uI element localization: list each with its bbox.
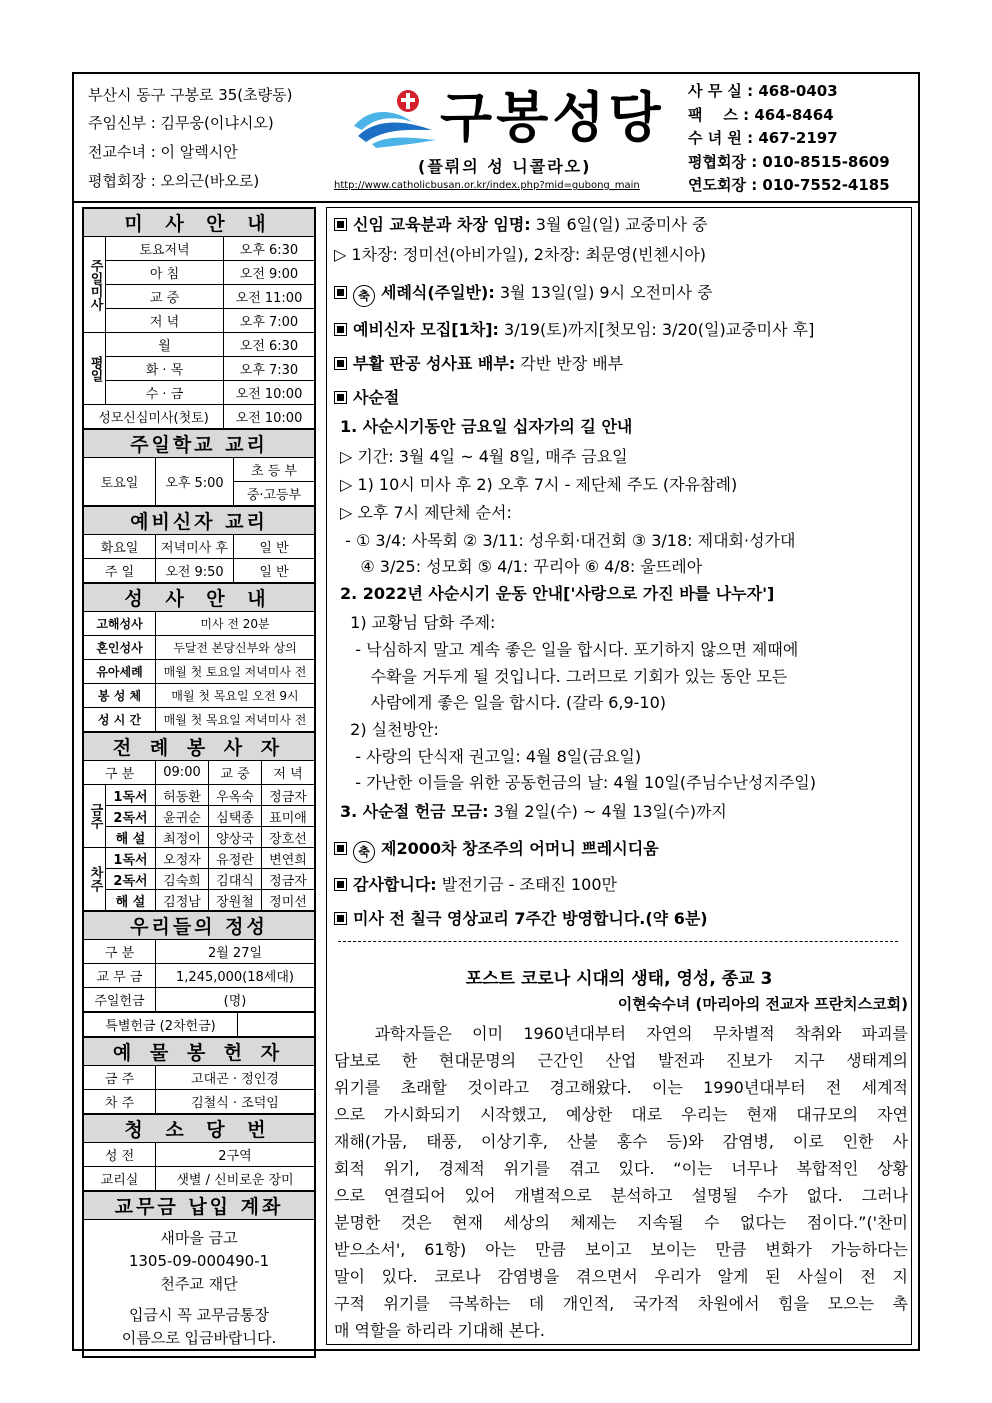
checkbox-bullet-icon bbox=[334, 912, 347, 925]
notice-catechumen-recruit: 예비신자 모집[1차]: 3/19(토)까지[첫모임: 3/20(일)교중미사 후] bbox=[334, 319, 814, 341]
notice-education-appointment: 신임 교육분과 차장 임명: 3월 6일(일) 교중미사 중 bbox=[334, 214, 708, 236]
contact-convent: 수 녀 원 : 467-2197 bbox=[688, 129, 838, 147]
table-cell: 월 bbox=[106, 333, 224, 357]
lent-stations-title: 1. 사순시기동안 금요일 십자가의 길 안내 bbox=[340, 417, 633, 436]
parish-subtitle: (플뤼의 성 니콜라오) bbox=[418, 157, 592, 176]
catechumen-heading: 예비신자 교리 bbox=[84, 507, 315, 535]
table-cell: 허동환 bbox=[156, 785, 209, 806]
table-cell bbox=[238, 1013, 315, 1037]
table-cell: 김정남 bbox=[156, 890, 209, 911]
lent-stations-line: ▷ 1) 10시 미사 후 2) 오후 7시 - 제단체 주도 (자유참례) bbox=[340, 475, 738, 494]
parish-logo-icon bbox=[352, 86, 438, 148]
checkbox-bullet-icon bbox=[334, 878, 347, 891]
table-cell: 교리실 bbox=[84, 1167, 156, 1191]
table-cell: 샛별 / 신비로운 장미 bbox=[156, 1167, 315, 1191]
table-cell: 장호선 bbox=[262, 827, 315, 848]
table-cell: 오전 11:00 bbox=[224, 285, 315, 309]
table-cell: 최정이 bbox=[156, 827, 209, 848]
table-cell: 매월 첫 목요일 오전 9시 bbox=[156, 684, 315, 708]
table-cell: 화요일 bbox=[84, 535, 156, 559]
table-cell: 윤귀순 bbox=[156, 806, 209, 827]
parish-url-link[interactable]: http://www.catholicbusan.or.kr/index.php?mid=gubong_main bbox=[334, 180, 640, 191]
sacrament-heading: 성 사 안 내 bbox=[84, 584, 315, 612]
checkbox-bullet-icon bbox=[334, 286, 347, 299]
table-cell: 변연희 bbox=[262, 848, 315, 869]
table-cell: 봉 성 체 bbox=[84, 684, 156, 708]
mass-heading: 미 사 안 내 bbox=[84, 209, 315, 237]
sunday-school-table bbox=[83, 429, 315, 506]
table-cell: 오전 10:00 bbox=[224, 381, 315, 405]
notice-presidium: 축 제2000차 창조주의 어머니 쁘레시디움 bbox=[334, 838, 659, 863]
pastor: 주임신부 : 김무웅(이냐시오) bbox=[88, 114, 274, 132]
address: 부산시 동구 구봉로 35(초량동) bbox=[88, 86, 293, 104]
sister: 전교수녀 : 이 알렉시안 bbox=[88, 143, 238, 161]
table-cell: 1독서 bbox=[106, 785, 156, 806]
lent-stations-line: ▷ 오후 7시 제단체 순서: bbox=[340, 503, 512, 522]
left-info-column bbox=[82, 207, 316, 1358]
checkbox-bullet-icon bbox=[334, 323, 347, 336]
table-cell: 오후 7:30 bbox=[224, 357, 315, 381]
table-cell: 구 분 bbox=[84, 761, 156, 785]
lent-campaign-line: 1) 교황님 담화 주제: bbox=[340, 613, 496, 632]
table-cell: 구 분 bbox=[84, 940, 156, 964]
table-cell: 두달전 본당신부와 상의 bbox=[156, 636, 315, 660]
contact-list bbox=[688, 80, 890, 198]
table-cell: 유아세례 bbox=[84, 660, 156, 684]
table-cell: 장원철 bbox=[209, 890, 262, 911]
checkbox-bullet-icon bbox=[334, 218, 347, 231]
table-cell: 고해성사 bbox=[84, 612, 156, 636]
offering-heading: 우리들의 정성 bbox=[84, 912, 315, 940]
table-cell: 정미선 bbox=[262, 890, 315, 911]
weekday-mass-label: 평일 bbox=[84, 333, 106, 405]
lent-stations-line: - ① 3/4: 사목회 ② 3/11: 성우회·대건회 ③ 3/18: 제대회·성가대 bbox=[340, 531, 796, 550]
lent-campaign-line: 2) 실천방안: bbox=[340, 720, 439, 739]
contact-funeral: 연도회장 : 010-7552-4185 bbox=[688, 176, 890, 194]
special-offering-table bbox=[83, 1012, 315, 1037]
notice-video-catechesis: 미사 전 칠극 영상교리 7주간 방영합니다.(약 6분) bbox=[334, 908, 708, 930]
table-cell: 저 녁 bbox=[106, 309, 224, 333]
table-cell: 김대식 bbox=[209, 869, 262, 890]
table-cell: 성 전 bbox=[84, 1143, 156, 1167]
sacrament-table bbox=[83, 583, 315, 732]
table-cell: 표미애 bbox=[262, 806, 315, 827]
contact-council: 평협회장 : 010-8515-8609 bbox=[688, 152, 890, 171]
table-cell: 오후 6:30 bbox=[224, 237, 315, 261]
servers-heading: 전 례 봉 사 자 bbox=[84, 733, 315, 761]
checkbox-bullet-icon bbox=[334, 391, 347, 404]
notice-baptism: 축 세례식(주일반): 3월 13일(일) 9시 오전미사 중 bbox=[334, 282, 713, 307]
table-cell: 초 등 부 bbox=[234, 458, 315, 482]
account-heading: 교무금 납입 계좌 bbox=[84, 1192, 315, 1220]
table-cell: 오전 10:00 bbox=[224, 405, 315, 429]
checkbox-bullet-icon bbox=[334, 357, 347, 370]
table-cell: 미사 전 20분 bbox=[156, 612, 315, 636]
table-cell: 해 설 bbox=[106, 827, 156, 848]
table-cell: 심택종 bbox=[209, 806, 262, 827]
mass-table bbox=[83, 208, 315, 429]
lent-campaign-line: - 낙심하지 말고 계속 좋은 일을 합시다. 포기하지 않으면 제때에 bbox=[340, 640, 799, 659]
lent-stations-line: ▷ 기간: 3월 4일 ~ 4월 8일, 매주 금요일 bbox=[340, 447, 628, 466]
table-cell: 새마을 금고 1305-09-000490-1 천주교 재단 입금시 꼭 교무금통장 이름으로 입금바랍니다. bbox=[84, 1220, 315, 1357]
table-cell: 특별헌금 (2차헌금) bbox=[84, 1013, 238, 1037]
table-cell: 1,245,000(18세대) bbox=[156, 964, 315, 988]
table-cell: 오정자 bbox=[156, 848, 209, 869]
lent-campaign-line: 사람에게 좋은 일을 합시다. (갈라 6,9-10) bbox=[340, 693, 667, 712]
table-cell: 김숙희 bbox=[156, 869, 209, 890]
table-cell: 정금자 bbox=[262, 869, 315, 890]
account-table bbox=[83, 1191, 315, 1357]
lent-collection: 3. 사순절 헌금 모금: 3월 2일(수) ~ 4월 13일(수)까지 bbox=[340, 802, 727, 821]
essay-author: 이현숙수녀 (마리아의 전교자 프란치스코회) bbox=[617, 995, 908, 1013]
table-cell: 저 녁 bbox=[262, 761, 315, 785]
table-cell: 차 주 bbox=[84, 1090, 156, 1114]
dashed-divider bbox=[338, 941, 898, 942]
council-president: 평협회장 : 오의근(바오로) bbox=[88, 172, 260, 190]
celebration-icon: 축 bbox=[353, 285, 375, 307]
table-cell: 주일헌금 bbox=[84, 988, 156, 1012]
table-cell: 중·고등부 bbox=[234, 482, 315, 506]
table-cell: 오전 9:00 bbox=[224, 261, 315, 285]
table-cell: 수 · 금 bbox=[106, 381, 224, 405]
table-cell: 2월 27일 bbox=[156, 940, 315, 964]
table-cell: 고대곤 · 정인경 bbox=[156, 1066, 315, 1090]
table-cell: 토요일 bbox=[84, 458, 156, 506]
table-cell: 교 중 bbox=[106, 285, 224, 309]
table-cell: 2구역 bbox=[156, 1143, 315, 1167]
table-cell: 토요저녁 bbox=[106, 237, 224, 261]
table-cell: 교 중 bbox=[209, 761, 262, 785]
lent-campaign-line: 수확을 거두게 될 것입니다. 그러므로 기회가 있는 동안 모든 bbox=[340, 667, 788, 686]
table-cell: 차주 bbox=[84, 848, 106, 911]
donors-heading: 예 물 봉 헌 자 bbox=[84, 1038, 315, 1066]
table-cell: 교 무 금 bbox=[84, 964, 156, 988]
table-cell: 오전 9:50 bbox=[156, 559, 234, 583]
table-cell: 저녁미사 후 bbox=[156, 535, 234, 559]
table-cell: (명) bbox=[156, 988, 315, 1012]
cleaning-heading: 청 소 당 번 bbox=[84, 1115, 315, 1143]
contact-fax: 팩 스 : 464-8464 bbox=[688, 105, 834, 124]
table-cell: 2독서 bbox=[106, 806, 156, 827]
notice-easter-confession: 부활 판공 성사표 배부: 각반 반장 배부 bbox=[334, 353, 623, 375]
table-cell: 김철식 · 조덕임 bbox=[156, 1090, 315, 1114]
notice-thanks: 감사합니다: 발전기금 - 조태진 100만 bbox=[334, 874, 617, 896]
sunday-school-heading: 주일학교 교리 bbox=[84, 430, 315, 458]
table-cell: 2독서 bbox=[106, 869, 156, 890]
table-cell: 오후 7:00 bbox=[224, 309, 315, 333]
table-cell: 혼인성사 bbox=[84, 636, 156, 660]
table-cell: 화 · 목 bbox=[106, 357, 224, 381]
header-separator bbox=[72, 201, 920, 203]
notice-lent: 사순절 bbox=[334, 387, 399, 409]
sunday-mass-label: 주일미사 bbox=[84, 237, 106, 333]
table-cell: 매월 첫 목요일 저녁미사 전 bbox=[156, 708, 315, 732]
lent-stations-line: ④ 3/25: 성모회 ⑤ 4/1: 꾸리아 ⑥ 4/8: 울뜨레아 bbox=[340, 557, 703, 576]
parish-title: 구봉성당 bbox=[440, 86, 665, 149]
liturgy-servers-table bbox=[83, 732, 315, 911]
table-cell: 금주 bbox=[84, 785, 106, 848]
catechumen-table bbox=[83, 506, 315, 583]
table-cell: 성모신심미사(첫토) bbox=[84, 405, 224, 429]
table-cell: 유정란 bbox=[209, 848, 262, 869]
table-cell: 1독서 bbox=[106, 848, 156, 869]
table-cell: 금 주 bbox=[84, 1066, 156, 1090]
notice-education-detail: ▷ 1차장: 정미선(아비가일), 2차장: 최문영(빈첸시아) bbox=[334, 245, 707, 264]
table-cell: 일 반 bbox=[234, 535, 315, 559]
table-cell: 해 설 bbox=[106, 890, 156, 911]
cleaning-table bbox=[83, 1114, 315, 1191]
table-cell: 성 시 간 bbox=[84, 708, 156, 732]
table-cell: 정금자 bbox=[262, 785, 315, 806]
table-cell: 주 일 bbox=[84, 559, 156, 583]
table-cell: 09:00 bbox=[156, 761, 209, 785]
lent-campaign-line: - 가난한 이들을 위한 공동헌금의 날: 4월 10일(주님수난성지주일) bbox=[340, 773, 816, 792]
table-cell: 우옥숙 bbox=[209, 785, 262, 806]
contact-office: 사 무 실 : 468-0403 bbox=[688, 82, 838, 100]
table-cell: 아 침 bbox=[106, 261, 224, 285]
celebration-icon: 축 bbox=[353, 841, 375, 863]
essay-title: 포스트 코로나 시대의 생태, 영성, 종교 3 bbox=[465, 969, 773, 989]
lent-campaign-line: - 사랑의 단식재 권고일: 4월 8일(금요일) bbox=[340, 747, 642, 766]
offering-table bbox=[83, 911, 315, 1012]
table-cell: 매월 첫 토요일 저녁미사 전 bbox=[156, 660, 315, 684]
donors-table bbox=[83, 1037, 315, 1114]
table-cell: 일 반 bbox=[234, 559, 315, 583]
lent-campaign-title: 2. 2022년 사순시기 운동 안내['사랑으로 가진 바를 나누자'] bbox=[340, 584, 775, 603]
essay-body: 과학자들은 이미 1960년대부터 자연의 무차별적 착취와 파괴를 담보로 한 현대문명의 근간인 산업 발전과 진보가 지구 생태계의 위기를 초래할 것이라고 경고해왔다. 이는 1990년대부터 전 세계적 으로 가시화되기 시작했고, 예상한 대로 우리는 현재 대규모의 자연 재해(가뭄, 태풍, 이상기후, 산불 홍수 등)와 감염병, 이로 인한 사 회적 위기, 경제적 위기를 겪고 있다. “이는 너무나 복합적인 상황 으로 연결되어 있어 개별적으로 분석하고 설명될 수가 없다. 그러나 분명한 것은 현재 세상의 체제는 지속될 수 없다는 점이다.”('찬미 받으소서', 61항) 아는 만큼 보이고 보이는 만큼 변화가 가능하다는 말이 있다. 코로나 감염병을 겪으면서 우리가 알게 된 사실이 전 지 구적 위기를 극복하는 데 개인적, 국가적 차원에서 힘을 모으는 촉 매 역할을 하리라 기대해 본다. bbox=[334, 1024, 908, 1340]
checkbox-bullet-icon bbox=[334, 842, 347, 855]
table-cell: 오전 6:30 bbox=[224, 333, 315, 357]
table-cell: 오후 5:00 bbox=[156, 458, 234, 506]
table-cell: 양상국 bbox=[209, 827, 262, 848]
